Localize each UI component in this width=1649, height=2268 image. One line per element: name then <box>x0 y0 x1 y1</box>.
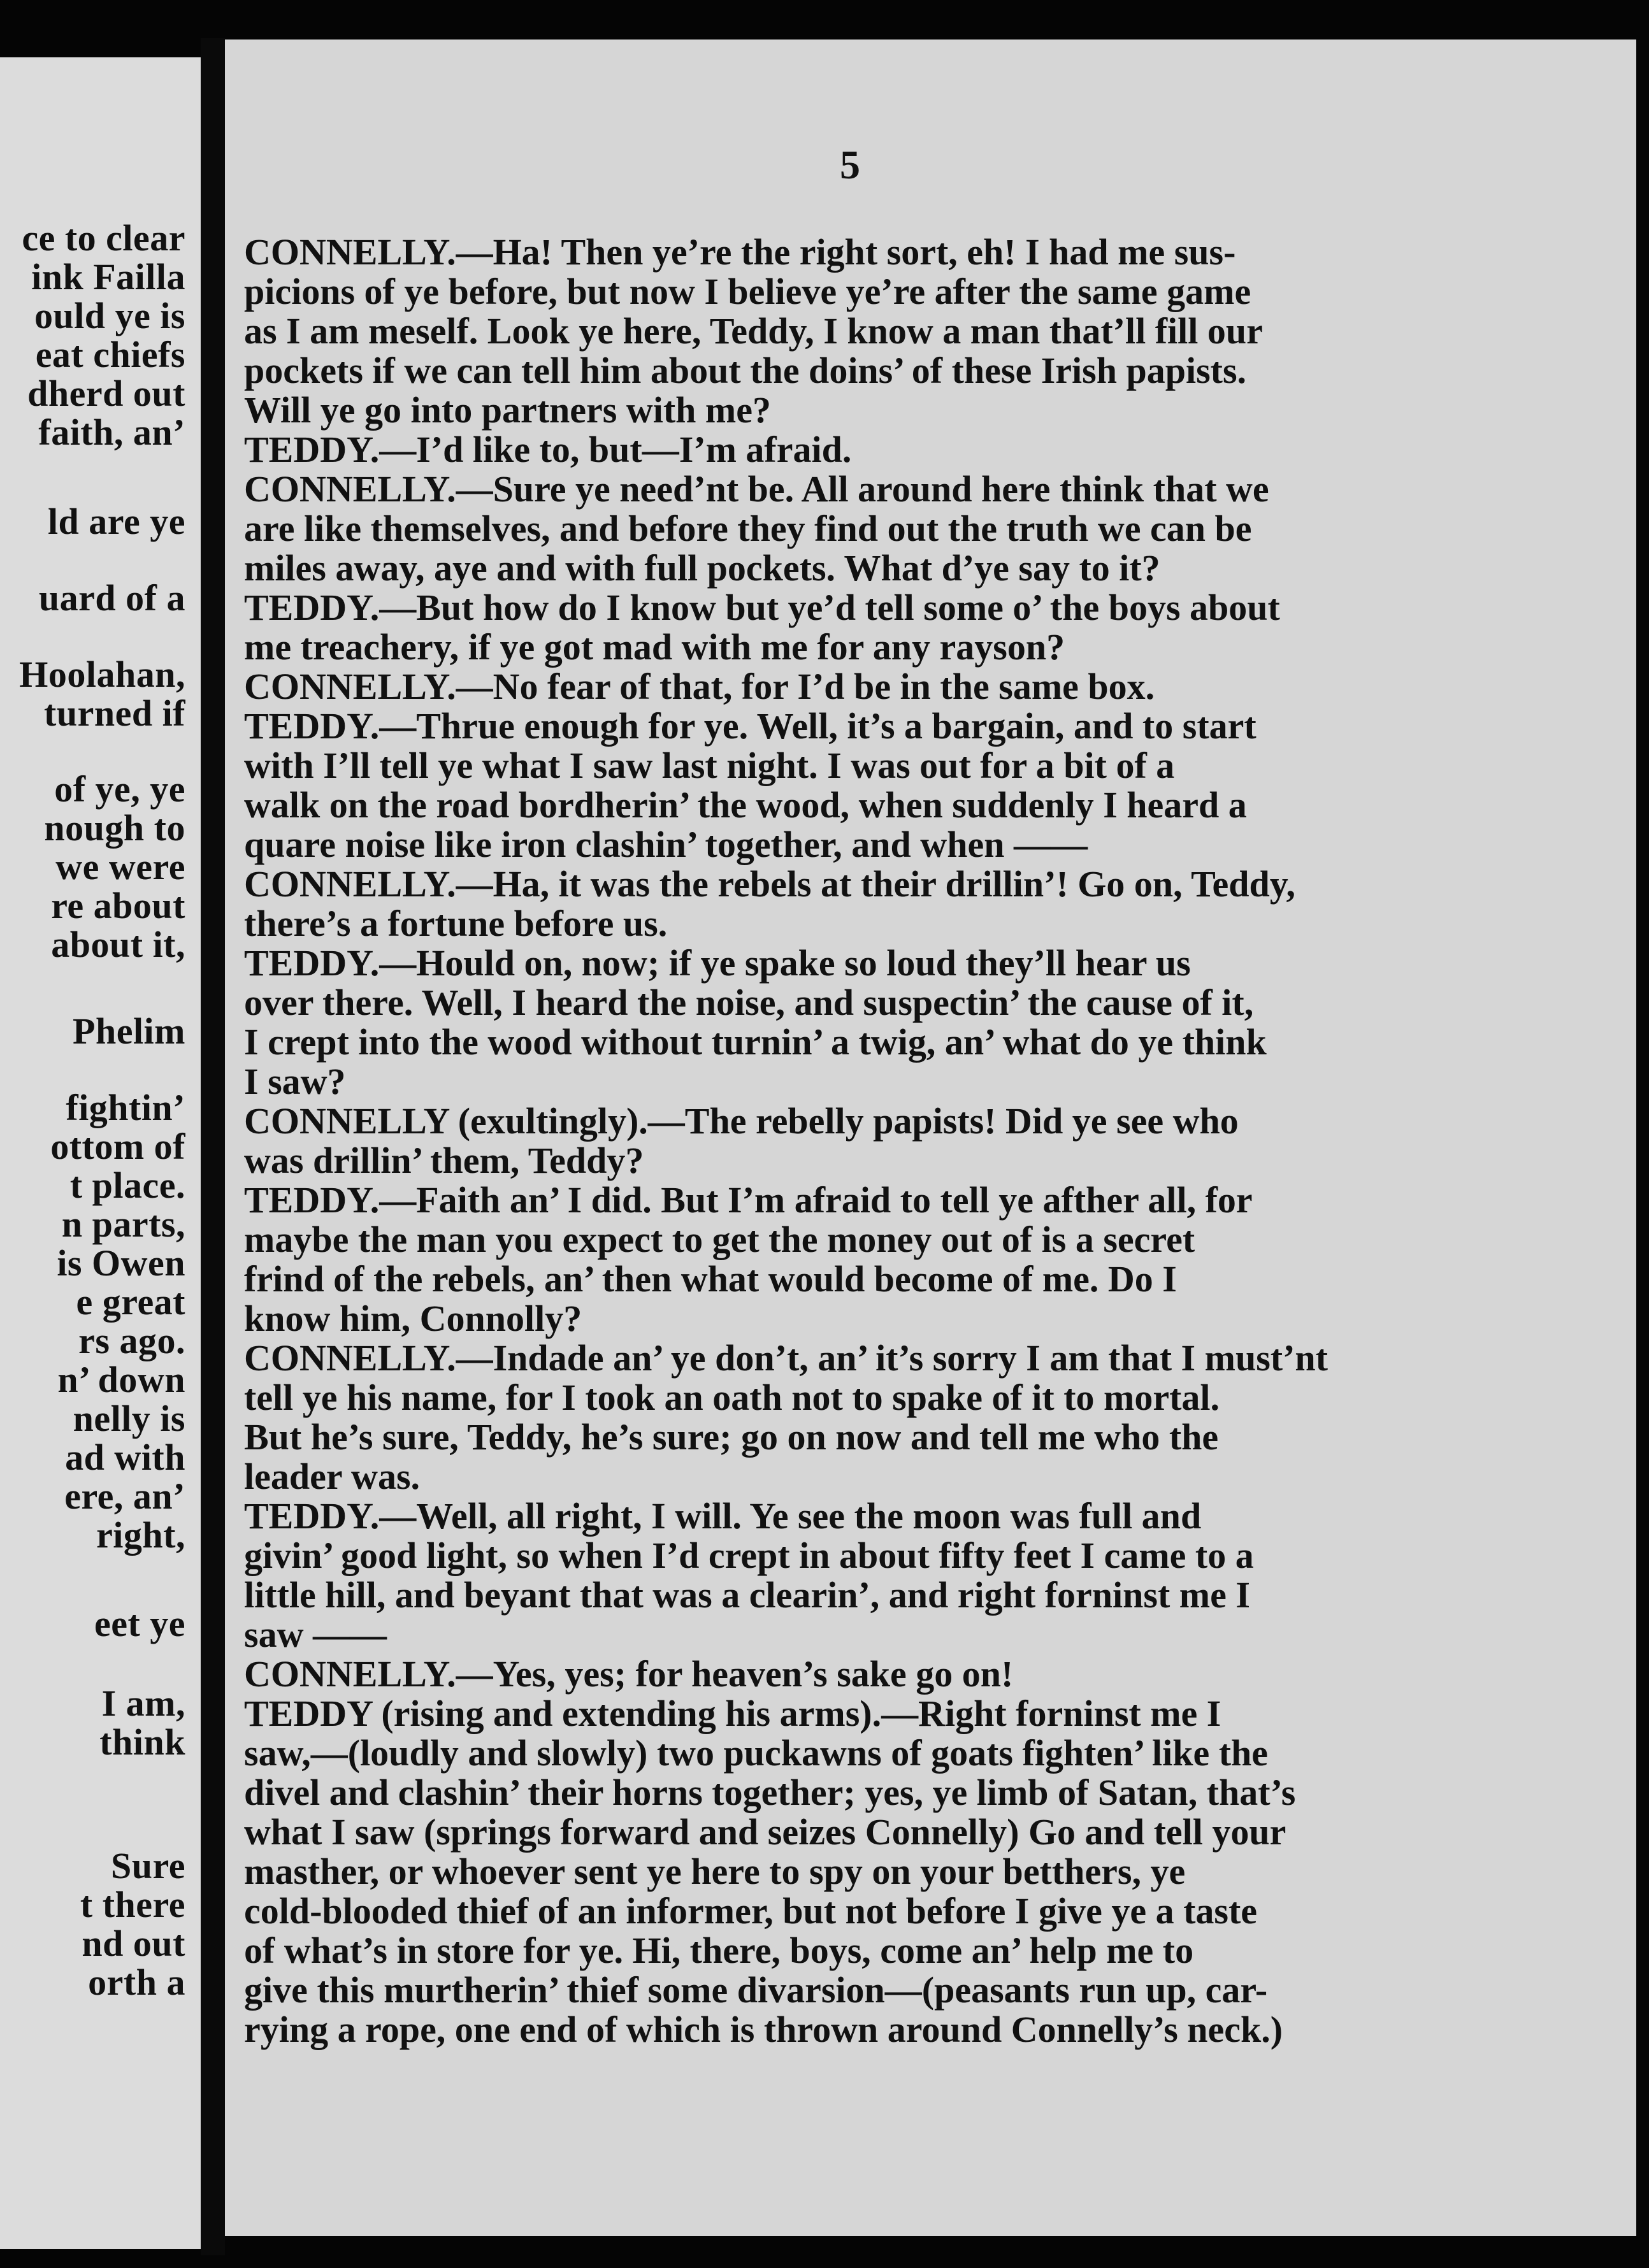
left-line: ink Failla <box>31 256 185 298</box>
left-line: eat chiefs <box>35 334 185 375</box>
text-line: TEDDY (rising and extending his arms).—Right forninst me I <box>244 1693 1221 1734</box>
text-line: CONNELLY.—Ha! Then ye’re the right sort, eh! I had me sus- <box>244 231 1236 273</box>
text-line: divel and clashin’ their horns together; yes, ye limb of Satan, that’s <box>244 1772 1296 1813</box>
left-line: faith, an’ <box>38 412 185 453</box>
text-line: with I’ll tell ye what I saw last night. I was out for a bit of a <box>244 745 1175 786</box>
left-line: right, <box>96 1514 185 1556</box>
text-line: givin’ good light, so when I’d crept in about fifty feet I came to a <box>244 1535 1254 1576</box>
text-line: walk on the road bordherin’ the wood, when suddenly I heard a <box>244 784 1247 826</box>
left-line: turned if <box>44 693 185 734</box>
left-line: ad with <box>65 1437 185 1478</box>
left-page-fragment <box>0 57 201 2249</box>
left-line: is Owen <box>57 1242 185 1284</box>
text-line: was drillin’ them, Teddy? <box>244 1140 644 1181</box>
left-line: think <box>99 1721 185 1763</box>
left-line: rs ago. <box>78 1320 185 1361</box>
text-line: there’s a fortune before us. <box>244 903 668 944</box>
left-line: e great <box>76 1281 185 1323</box>
text-line: I saw? <box>244 1061 346 1102</box>
text-line: TEDDY.—Hould on, now; if ye spake so loud they’ll hear us <box>244 942 1191 984</box>
left-line: ottom of <box>50 1126 185 1167</box>
text-line: miles away, aye and with full pockets. What d’ye say to it? <box>244 547 1160 589</box>
text-line: Will ye go into partners with me? <box>244 389 771 431</box>
left-line: ld are ye <box>47 501 185 542</box>
left-line: Hoolahan, <box>19 654 185 695</box>
text-line: what I saw (springs forward and seizes Connelly) Go and tell your <box>244 1811 1286 1853</box>
left-line: eet ye <box>94 1603 185 1644</box>
text-line: CONNELLY.—Ha, it was the rebels at their drillin’! Go on, Teddy, <box>244 863 1296 905</box>
left-line: nelly is <box>73 1398 185 1439</box>
text-line: rying a rope, one end of which is thrown around Connelly’s neck.) <box>244 2009 1283 2050</box>
left-line: ce to clear <box>22 217 185 259</box>
text-line: quare noise like iron clashin’ together, and when —— <box>244 824 1088 865</box>
text-line: CONNELLY (exultingly).—The rebelly papists! Did ye see who <box>244 1100 1239 1142</box>
text-line: as I am meself. Look ye here, Teddy, I know a man that’ll fill our <box>244 310 1263 352</box>
text-line: of what’s in store for ye. Hi, there, boys, come an’ help me to <box>244 1930 1194 1971</box>
text-line: masther, or whoever sent ye here to spy on your betthers, ye <box>244 1851 1186 1892</box>
left-line: t place. <box>69 1165 185 1206</box>
text-line: TEDDY.—I’d like to, but—I’m afraid. <box>244 429 852 470</box>
text-line: CONNELLY.—Yes, yes; for heaven’s sake go on! <box>244 1653 1014 1695</box>
book-gutter <box>201 38 225 2255</box>
text-line: CONNELLY.—Indade an’ ye don’t, an’ it’s sorry I am that I must’nt <box>244 1337 1328 1379</box>
text-line: know him, Connolly? <box>244 1298 582 1339</box>
text-line: tell ye his name, for I took an oath not to spake of it to mortal. <box>244 1377 1220 1418</box>
text-line: CONNELLY.—No fear of that, for I’d be in the same box. <box>244 666 1155 707</box>
right-page <box>225 39 1636 2236</box>
text-line: TEDDY.—Well, all right, I will. Ye see the moon was full and <box>244 1495 1202 1537</box>
text-line: maybe the man you expect to get the money out of is a secret <box>244 1219 1195 1260</box>
left-line: uard of a <box>38 577 185 619</box>
text-line: TEDDY.—But how do I know but ye’d tell some o’ the boys about <box>244 587 1280 628</box>
left-line: Phelim <box>73 1010 185 1052</box>
text-line: little hill, and beyant that was a clearin’, and right forninst me I <box>244 1574 1250 1616</box>
text-line: saw,—(loudly and slowly) two puckawns of goats fighten’ like the <box>244 1732 1269 1774</box>
left-line: I am, <box>101 1683 185 1724</box>
text-line: pockets if we can tell him about the doins’ of these Irish papists. <box>244 350 1247 391</box>
text-line: CONNELLY.—Sure ye need’nt be. All around here think that we <box>244 468 1269 510</box>
left-line: Sure <box>111 1845 185 1886</box>
text-line: TEDDY.—Thrue enough for ye. Well, it’s a bargain, and to start <box>244 705 1257 747</box>
text-line: are like themselves, and before they find out the truth we can be <box>244 508 1252 549</box>
text-line: picions of ye before, but now I believe ye’re after the same game <box>244 271 1251 312</box>
left-line: about it, <box>51 924 185 965</box>
left-line: t there <box>80 1884 185 1925</box>
page-number: 5 <box>840 142 860 187</box>
text-line: me treachery, if ye got mad with me for any rayson? <box>244 626 1065 668</box>
left-line: of ye, ye <box>54 768 185 810</box>
text-line: But he’s sure, Teddy, he’s sure; go on now and tell me who the <box>244 1416 1219 1458</box>
left-line: we were <box>55 846 185 887</box>
text-line: frind of the rebels, an’ then what would become of me. Do I <box>244 1258 1177 1300</box>
left-line: fightin’ <box>66 1087 185 1128</box>
left-line: ould ye is <box>34 295 185 336</box>
left-line: dherd out <box>27 373 185 414</box>
text-line: give this murtherin’ thief some divarsion—(peasants run up, car- <box>244 1969 1268 2011</box>
left-line: n parts, <box>61 1203 185 1245</box>
left-line: ere, an’ <box>64 1475 185 1517</box>
left-line: nd out <box>82 1923 185 1964</box>
text-line: over there. Well, I heard the noise, and suspectin’ the cause of it, <box>244 982 1254 1023</box>
left-line: nough to <box>44 807 185 849</box>
left-line: orth a <box>88 1962 185 2003</box>
left-line: re about <box>51 885 185 926</box>
text-line: I crept into the wood without turnin’ a twig, an’ what do ye think <box>244 1021 1267 1063</box>
text-line: saw —— <box>244 1614 387 1655</box>
left-line: n’ down <box>57 1359 185 1400</box>
text-line: cold-blooded thief of an informer, but not before I give ye a taste <box>244 1890 1258 1932</box>
text-line: leader was. <box>244 1456 421 1497</box>
text-line: TEDDY.—Faith an’ I did. But I’m afraid to tell ye afther all, for <box>244 1179 1253 1221</box>
